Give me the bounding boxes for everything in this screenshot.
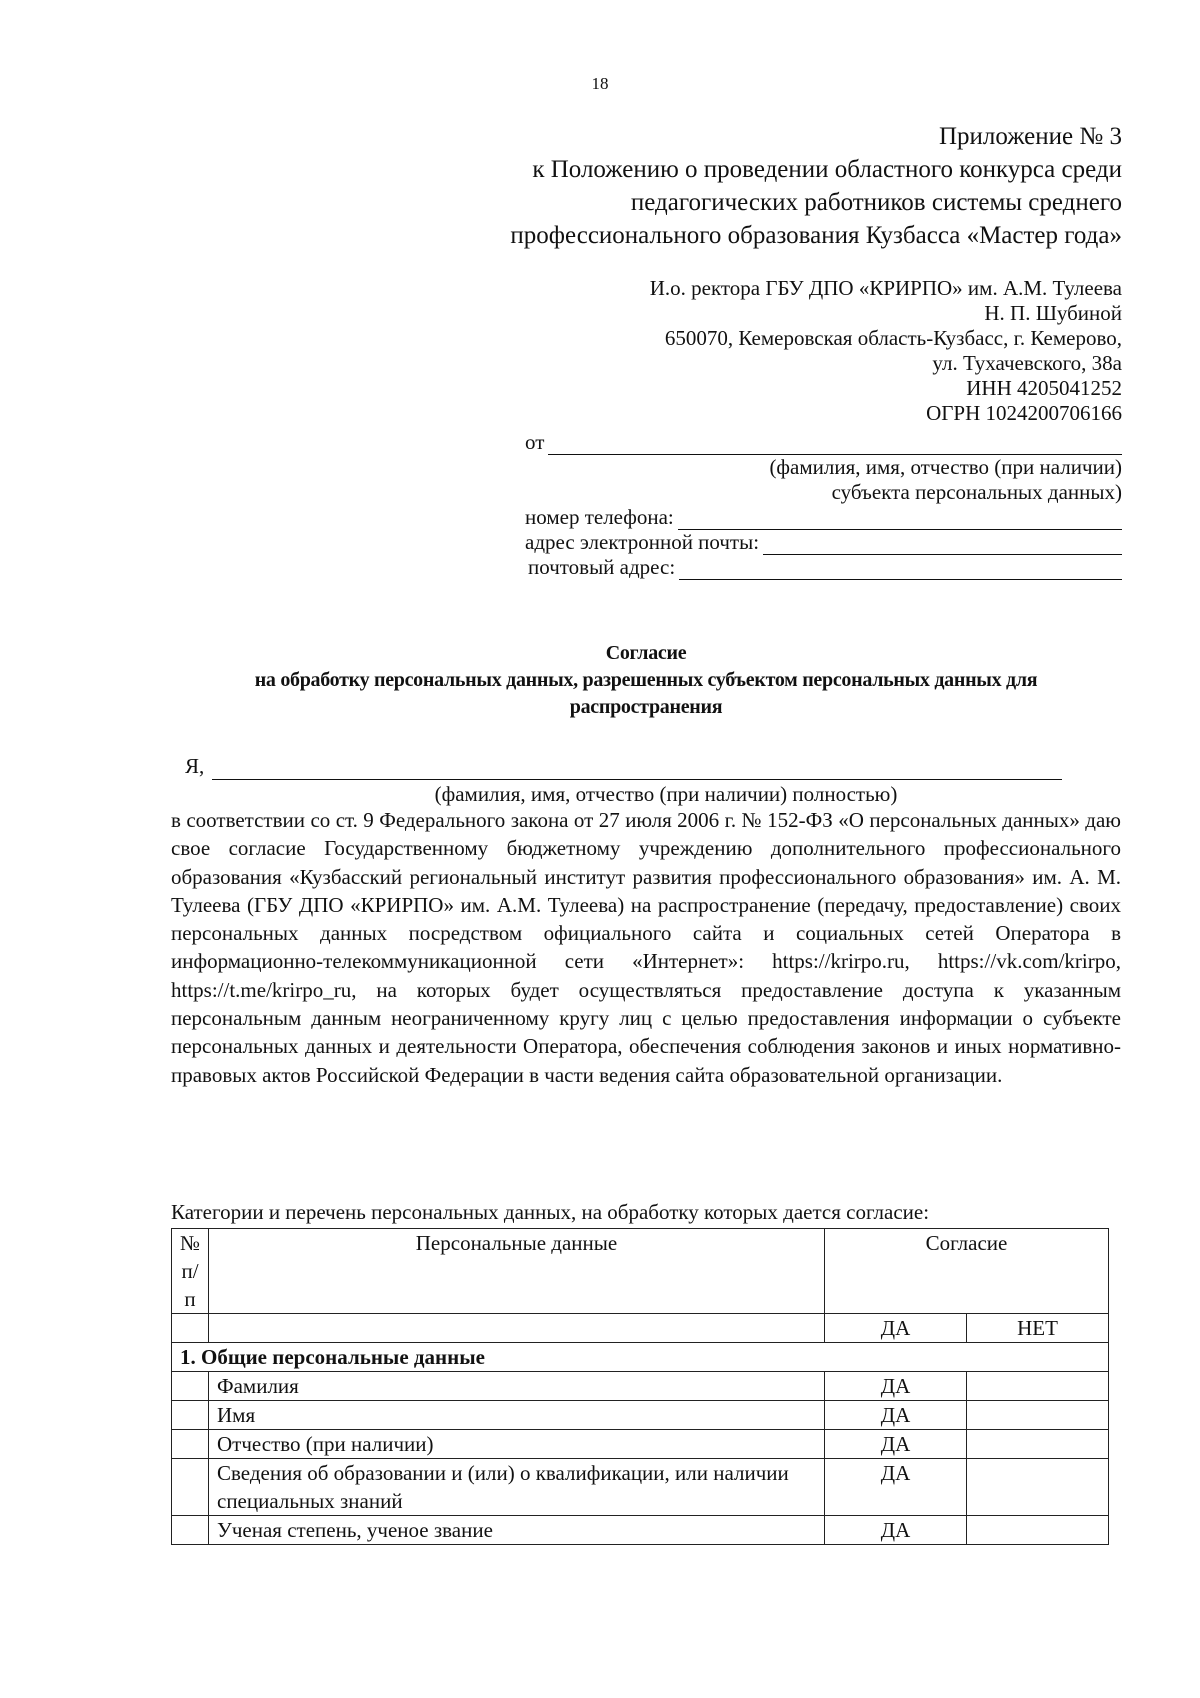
appendix-line: к Положению о проведении областного конкурса среди — [532, 156, 1122, 183]
table-subheader-row — [172, 1314, 1109, 1343]
table-header-row — [172, 1229, 1109, 1314]
table-row — [172, 1372, 1109, 1401]
row-no[interactable] — [967, 1430, 1109, 1459]
empty-cell — [209, 1314, 825, 1343]
from-name-field[interactable] — [548, 434, 1122, 455]
from-hint: субъекта персональных данных) — [831, 480, 1122, 504]
row-no[interactable] — [967, 1516, 1109, 1545]
header-no: НЕТ — [967, 1314, 1109, 1343]
empty-cell — [172, 1430, 209, 1459]
declarant-block — [171, 752, 1121, 808]
personal-data-table — [171, 1228, 1109, 1545]
addressee-block — [650, 276, 1122, 426]
header-num: № п/ п — [172, 1229, 209, 1314]
ya-label: Я, — [185, 754, 205, 778]
table-row — [172, 1516, 1109, 1545]
row-yes[interactable]: ДА — [825, 1401, 967, 1430]
table-row — [172, 1430, 1109, 1459]
header-consent: Согласие — [825, 1229, 1109, 1314]
row-label: Имя — [209, 1401, 825, 1430]
categories-intro: Категории и перечень персональных данных, на обработку которых дается согласие: — [171, 1200, 930, 1224]
full-name-hint: (фамилия, имя, отчество (при наличии) полностью) — [434, 782, 898, 806]
postal-label: почтовый адрес: — [528, 555, 676, 579]
row-no[interactable] — [967, 1372, 1109, 1401]
phone-field[interactable] — [678, 509, 1122, 530]
addressee-line: Н. П. Шубиной — [984, 301, 1122, 325]
row-label: Отчество (при наличии) — [209, 1430, 825, 1459]
addressee-line: ул. Тухачевского, 38а — [932, 351, 1122, 375]
appendix-header — [510, 120, 1122, 252]
appendix-line: профессионального образования Кузбасса «Мастер года» — [510, 222, 1122, 249]
empty-cell — [172, 1516, 209, 1545]
header-yes: ДА — [825, 1314, 967, 1343]
email-label: адрес электронной почты: — [525, 530, 760, 554]
appendix-title: Приложение № 3 — [938, 123, 1122, 150]
row-yes[interactable]: ДА — [825, 1430, 967, 1459]
empty-cell — [172, 1459, 209, 1516]
from-label: от — [525, 430, 545, 454]
addressee-line: И.о. ректора ГБУ ДПО «КРИРПО» им. А.М. Тулеева — [649, 276, 1122, 300]
row-yes[interactable]: ДА — [825, 1459, 967, 1516]
phone-label: номер телефона: — [525, 505, 674, 529]
row-yes[interactable]: ДА — [825, 1516, 967, 1545]
row-no[interactable] — [967, 1459, 1109, 1516]
row-label: Ученая степень, ученое звание — [209, 1516, 825, 1545]
empty-cell — [172, 1314, 209, 1343]
title-line: распространения — [569, 696, 723, 718]
postal-field[interactable] — [679, 559, 1122, 580]
row-yes[interactable]: ДА — [825, 1372, 967, 1401]
addressee-line: 650070, Кемеровская область-Кузбасс, г. Кемерово, — [664, 326, 1122, 350]
header-data: Персональные данные — [209, 1229, 825, 1314]
row-label: Фамилия — [209, 1372, 825, 1401]
row-label: Сведения об образовании и (или) о квалификации, или наличии специальных знаний — [209, 1459, 825, 1516]
consent-paragraph: в соответствии со ст. 9 Федерального закона от 27 июля 2006 г. № 152-ФЗ «О персональных данных» даю свое согласие Государственному бюджетному учреждению дополнительного профессионального образования «Кузбасский региональный институт развития профессионального образования» им. А. М. Тулеева (ГБУ ДПО «КРИРПО» им. А.М. Тулеева) на распространение (передачу, предоставление) своих персональных данных посредством официального сайта и социальных сетей Оператора в информационно-телекоммуникационной сети «Интернет»: https://krirpo.ru, https://vk.com/krirpo, https://t.me/krirpo_ru, на которых будет осуществляться предоставление доступа к указанным персональным данным неограниченному кругу лиц с целью предоставления информации о субъекте персональных данных и деятельности Оператора, обеспечения соблюдения законов и иных нормативно-правовых актов Российской Федерации в части ведения сайта образовательной организации. — [171, 808, 1121, 1087]
full-name-field[interactable] — [212, 759, 1062, 780]
appendix-line: педагогических работников системы среднего — [630, 189, 1122, 216]
from-hint: (фамилия, имя, отчество (при наличии) — [769, 455, 1122, 479]
row-no[interactable] — [967, 1401, 1109, 1430]
section-title: 1. Общие персональные данные — [172, 1343, 1109, 1372]
table-row — [172, 1459, 1109, 1516]
page-number: 18 — [591, 74, 609, 93]
empty-cell — [172, 1372, 209, 1401]
document-title — [171, 640, 1121, 721]
section-row — [172, 1343, 1109, 1372]
empty-cell — [172, 1401, 209, 1430]
addressee-line: ОГРН 1024200706166 — [926, 401, 1122, 425]
table-row — [172, 1401, 1109, 1430]
title-line: на обработку персональных данных, разрешенных субъектом персональных данных для — [254, 669, 1038, 691]
title-line: Согласие — [605, 642, 687, 664]
addressee-line: ИНН 4205041252 — [966, 376, 1122, 400]
sender-block — [525, 430, 1122, 580]
email-field[interactable] — [763, 534, 1122, 555]
